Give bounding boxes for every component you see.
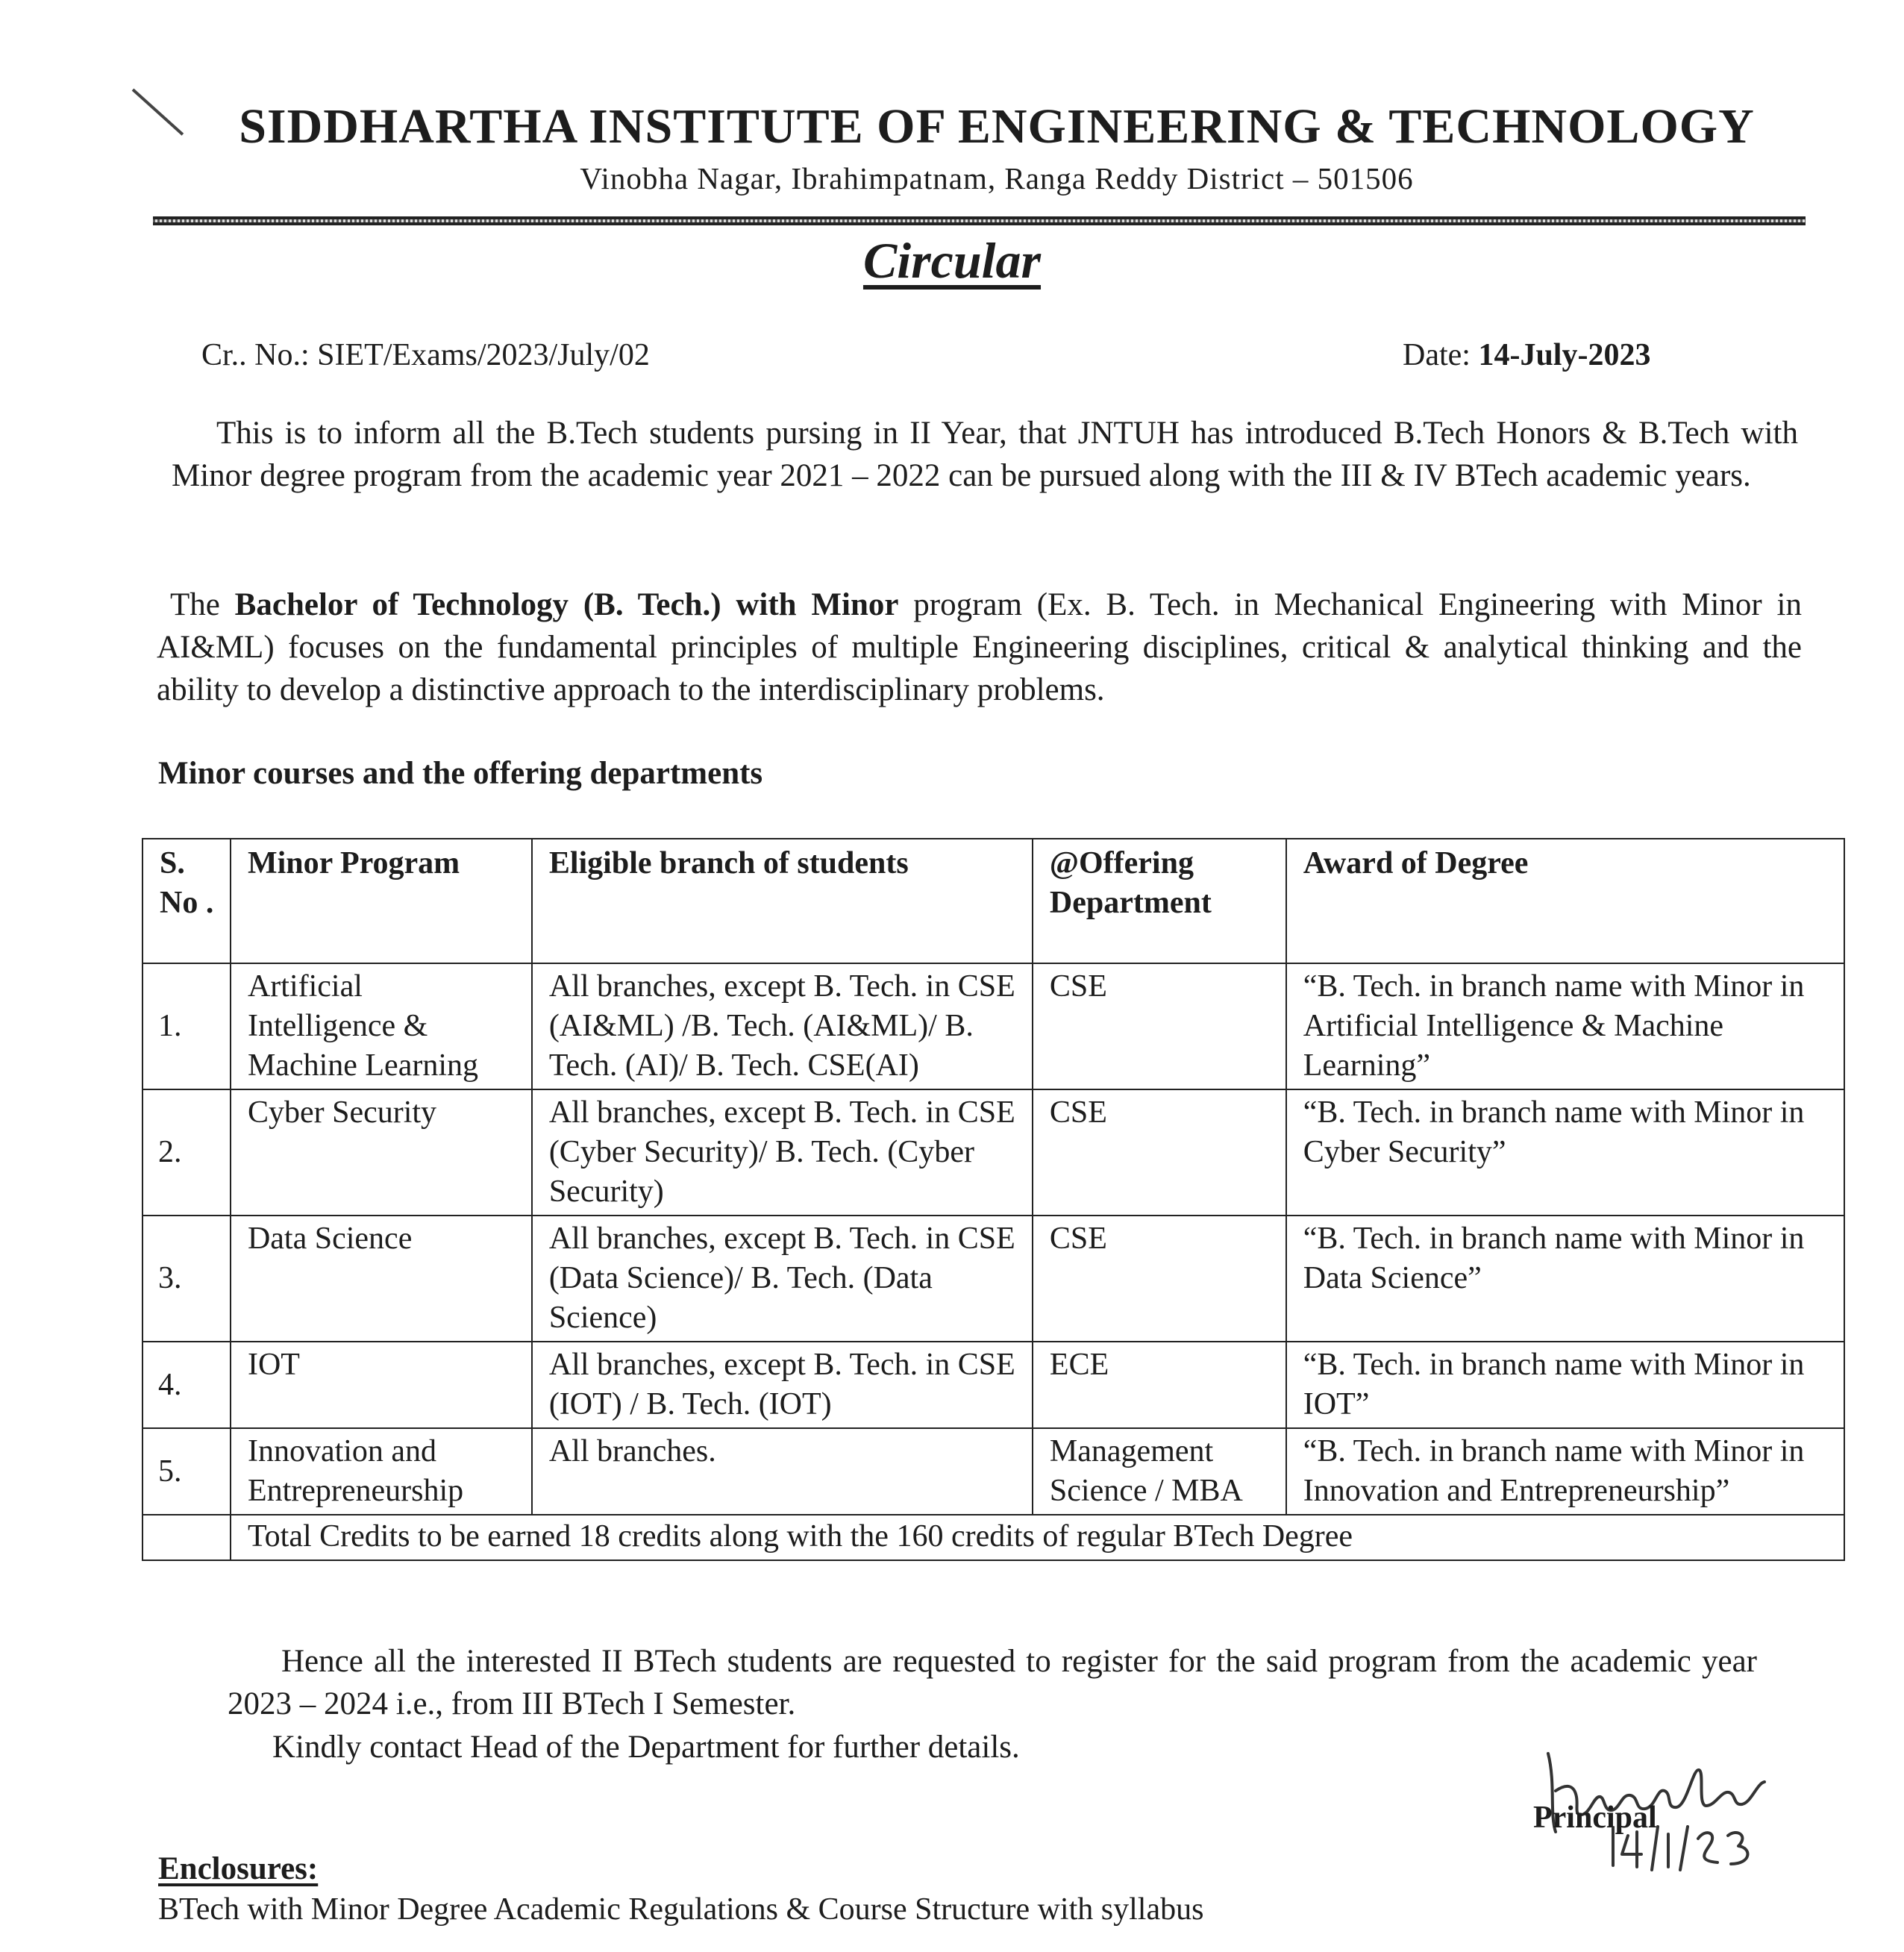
table-header-row: [143, 839, 1844, 963]
page-title: Circular: [862, 232, 1042, 289]
cell-department: CSE: [1033, 963, 1286, 1089]
header-eligible: Eligible branch of students: [532, 839, 1033, 963]
cell-sno: 4.: [143, 1342, 231, 1428]
cell-program: Artificial Intelligence & Machine Learning: [231, 963, 532, 1089]
intro-paragraph: This is to inform all the B.Tech students pursing in II Year, that JNTUH has introduced B.Tech Honors & B.Tech with Minor degree program from the academic year 2021 – 2022 can be pursued along with the III & IV BTech academic years.: [172, 416, 1798, 493]
cell-award: “B. Tech. in branch name with Minor in Artificial Intelligence & Machine Learning”: [1286, 963, 1844, 1089]
cell-sno: 5.: [143, 1428, 231, 1515]
circular-number: Cr.. No.: SIET/Exams/2023/July/02: [201, 338, 650, 372]
cell-eligible: All branches.: [532, 1428, 1033, 1515]
institute-name: SIDDHARTHA INSTITUTE OF ENGINEERING & TECHNOLOGY: [239, 99, 1755, 154]
cell-sno: 1.: [143, 963, 231, 1089]
cell-department: Management Science / MBA: [1033, 1428, 1286, 1515]
cell-sno: 3.: [143, 1216, 231, 1342]
table-total-row: [143, 1515, 1844, 1560]
cell-award: “B. Tech. in branch name with Minor in IOT”: [1286, 1342, 1844, 1428]
cell-eligible: All branches, except B. Tech. in CSE (Data Science)/ B. Tech. (Data Science): [532, 1216, 1033, 1342]
section-heading: Minor courses and the offering departments: [158, 756, 763, 791]
enclosures-text: BTech with Minor Degree Academic Regulations & Course Structure with syllabus: [158, 1892, 1204, 1927]
table-row: [143, 963, 1844, 1089]
cell-department: CSE: [1033, 1216, 1286, 1342]
enclosures-heading: Enclosures:: [158, 1851, 319, 1886]
principal-title: Principal: [1533, 1801, 1657, 1835]
registration-paragraph: Hence all the interested II BTech students are requested to register for the said program from the academic year 2023 – 2024 i.e., from III BTech I Semester.: [228, 1644, 1757, 1721]
header-sno: S. No .: [143, 839, 231, 963]
cell-program: Cyber Security: [231, 1089, 532, 1216]
table-row: [143, 1428, 1844, 1515]
circular-date: [1403, 337, 1650, 373]
header-divider: [153, 216, 1806, 225]
header-department: @Offering Department: [1033, 839, 1286, 963]
header-program: Minor Program: [231, 839, 532, 963]
cell-department: ECE: [1033, 1342, 1286, 1428]
para2-rest: program (Ex. B. Tech. in Mechanical Engineering with Minor in AI&ML) focuses on the fundamental principles of multiple Engineering disciplines, critical & analytical thinking and the ability to develop a distinctive approach to the interdisciplinary problems.: [157, 587, 1803, 707]
signature-handwritten-date: [1606, 1821, 1770, 1873]
cell-sno: 2.: [143, 1089, 231, 1216]
cell-award: “B. Tech. in branch name with Minor in Cyber Security”: [1286, 1089, 1844, 1216]
cell-program: Data Science: [231, 1216, 532, 1342]
contact-paragraph: Kindly contact Head of the Department for further details.: [272, 1730, 1020, 1765]
cell-award: “B. Tech. in branch name with Minor in Innovation and Entrepreneurship”: [1286, 1428, 1844, 1515]
minor-courses-table: [142, 838, 1845, 1561]
table-row: [143, 1089, 1844, 1216]
cell-empty: [143, 1515, 231, 1560]
table-row: [143, 1342, 1844, 1428]
para2-bold: Bachelor of Technology (B. Tech.) with Minor: [234, 587, 899, 622]
cell-eligible: All branches, except B. Tech. in CSE (Cyber Security)/ B. Tech. (Cyber Security): [532, 1089, 1033, 1216]
date-value: 14-July-2023: [1478, 338, 1651, 372]
minor-description-paragraph: [157, 584, 1802, 711]
para2-lead: The: [170, 587, 235, 622]
header-award: Award of Degree: [1286, 839, 1844, 963]
total-credits-note: Total Credits to be earned 18 credits along with the 160 credits of regular BTech Degree: [231, 1515, 1844, 1560]
cell-program: Innovation and Entrepreneurship: [231, 1428, 532, 1515]
institute-address: Vinobha Nagar, Ibrahimpatnam, Ranga Reddy District – 501506: [580, 161, 1414, 195]
cell-award: “B. Tech. in branch name with Minor in Data Science”: [1286, 1216, 1844, 1342]
cell-eligible: All branches, except B. Tech. in CSE (AI&ML) /B. Tech. (AI&ML)/ B. Tech. (AI)/ B. Tech. CSE(AI): [532, 963, 1033, 1089]
cell-department: CSE: [1033, 1089, 1286, 1216]
date-label: Date:: [1403, 338, 1471, 372]
cell-program: IOT: [231, 1342, 532, 1428]
table-row: [143, 1216, 1844, 1342]
cell-eligible: All branches, except B. Tech. in CSE (IOT) / B. Tech. (IOT): [532, 1342, 1033, 1428]
